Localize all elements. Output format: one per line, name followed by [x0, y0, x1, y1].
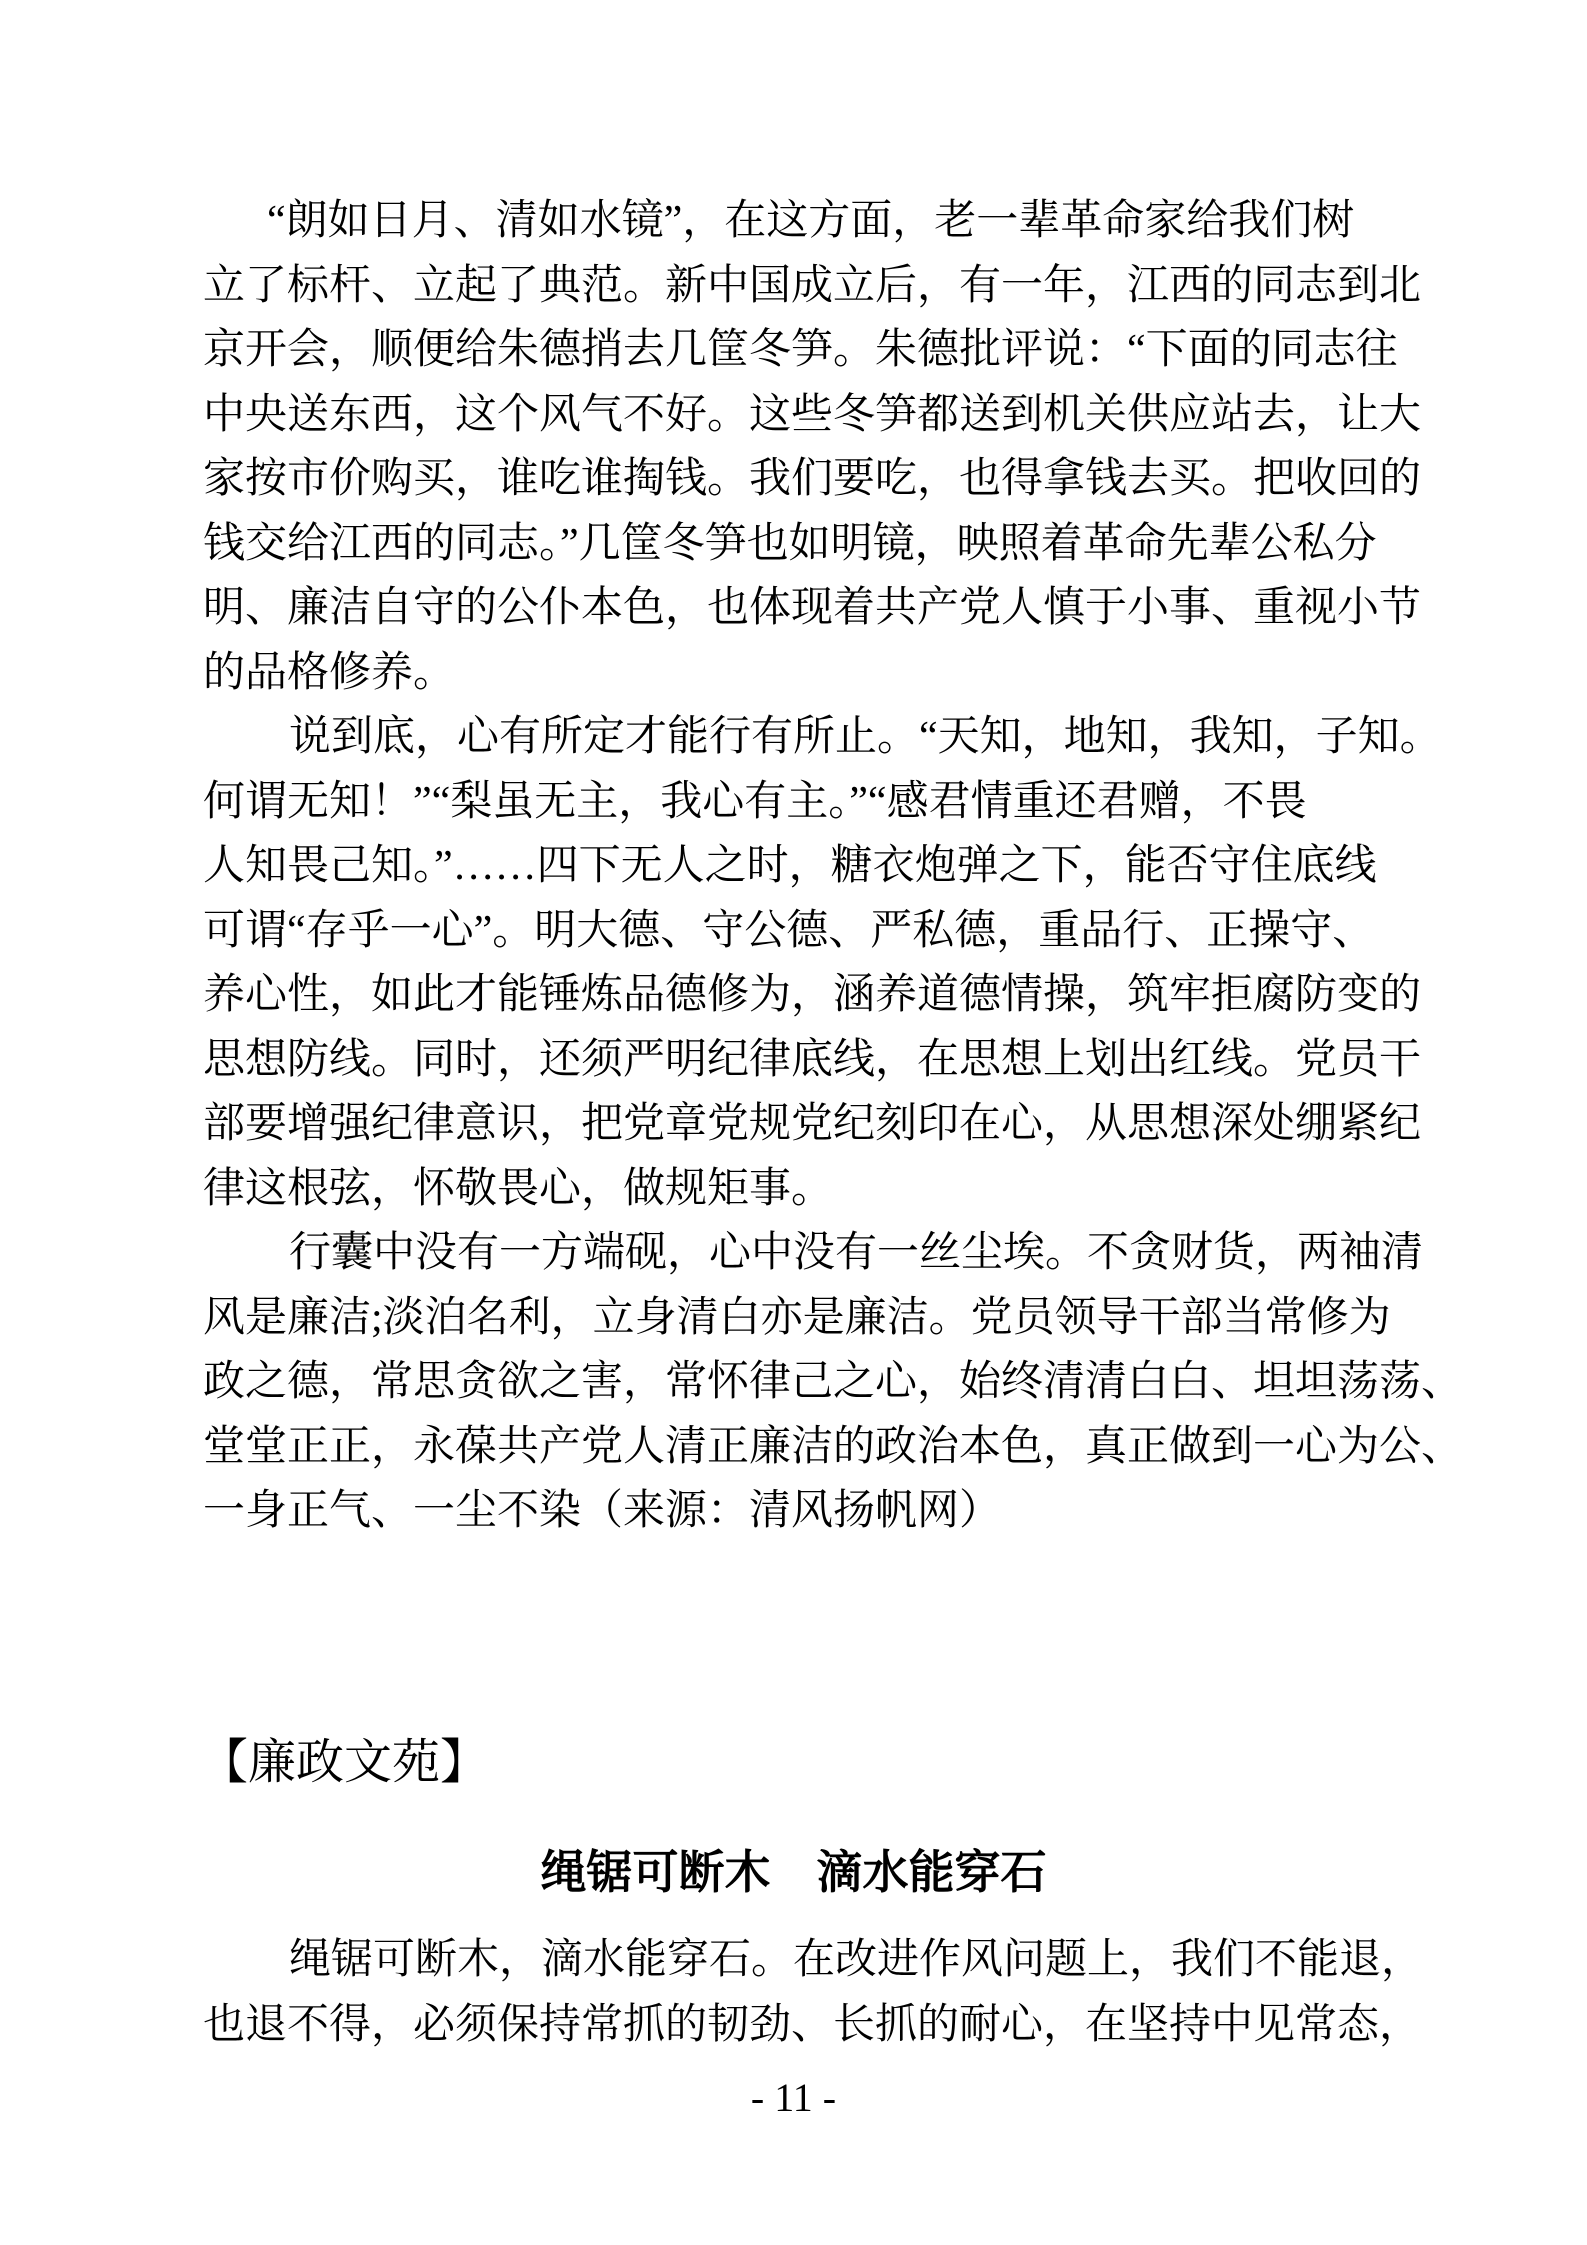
text-line: 养心性，如此才能锤炼品德修为，涵养道德情操，筑牢拒腐防变的 — [203, 972, 1422, 1018]
text-line: 钱交给江西的同志。”几筐冬笋也如明镜，映照着革命先辈公私分 — [203, 520, 1377, 567]
text-line: 说到底，心有所定才能行有所止。“天知，地知，我知，子知。 — [289, 714, 1442, 760]
text-line: 何谓无知！”“梨虽无主，我心有主。”“感君情重还君赠，不畏 — [203, 778, 1307, 825]
document-body — [203, 189, 1464, 1544]
text-line: 政之德，常思贪欲之害，常怀律己之心，始终清清白白、坦坦荡荡、 — [203, 1359, 1464, 1405]
text-line: 也退不得，必须保持常抓的韧劲、长抓的耐心，在坚持中见常态， — [203, 2001, 1422, 2048]
text-line: 家按市价购买，谁吃谁掏钱。我们要吃，也得拿钱去买。把收回的 — [203, 456, 1422, 502]
page-number: - 11 - — [750, 2075, 837, 2120]
text-line: 部要增强纪律意识，把党章党规党纪刻印在心，从思想深处绷紧纪 — [203, 1101, 1422, 1147]
text-line: 京开会，顺便给朱德捎去几筐冬笋。朱德批评说：“下面的同志往 — [203, 327, 1398, 373]
text-line: 堂堂正正，永葆共产党人清正廉洁的政治本色，真正做到一心为公、 — [203, 1423, 1464, 1470]
text-line: 的品格修养。 — [203, 649, 456, 696]
text-line: 思想防线。同时，还须严明纪律底线，在思想上划出红线。党员干 — [203, 1036, 1422, 1083]
text-line: 风是廉洁;淡泊名利，立身清白亦是廉洁。党员领导干部当常修为 — [203, 1294, 1391, 1341]
section-header: 【廉政文苑】 — [200, 1736, 489, 1789]
text-line: 立了标杆、立起了典范。新中国成立后，有一年，江西的同志到北 — [203, 262, 1422, 309]
paragraph-clean-politics — [203, 1221, 1464, 1544]
text-line: 人知畏己知。”……四下无人之时，糖衣炮弹之下，能否守住底线 — [203, 843, 1377, 889]
paragraph-integrity-example — [203, 189, 1435, 705]
text-line: 行囊中没有一方端砚，心中没有一丝尘埃。不贪财货，两袖清 — [289, 1230, 1424, 1276]
paragraph-discipline — [203, 705, 1442, 1221]
text-line: 绳锯可断木，滴水能穿石。在改进作风问题上，我们不能退， — [289, 1937, 1424, 1983]
text-line: 可谓“存乎一心”。明大德、守公德、严私德，重品行、正操守、 — [203, 907, 1375, 954]
article-first-paragraph — [203, 1928, 1435, 2057]
text-line: 一身正气、一尘不染（来源：清风扬帆网） — [203, 1488, 1002, 1534]
article-title: 绳锯可断木 滴水能穿石 — [540, 1847, 1047, 1898]
text-line: 律这根弦，怀敬畏心，做规矩事。 — [203, 1165, 834, 1212]
text-line: 明、廉洁自守的公仆本色，也体现着共产党人慎于小事、重视小节 — [203, 585, 1422, 631]
text-line: “朗如日月、清如水镜”，在这方面，老一辈革命家给我们树 — [267, 198, 1355, 244]
text-line: 中央送东西，这个风气不好。这些冬笋都送到机关供应站去，让大 — [203, 391, 1422, 438]
